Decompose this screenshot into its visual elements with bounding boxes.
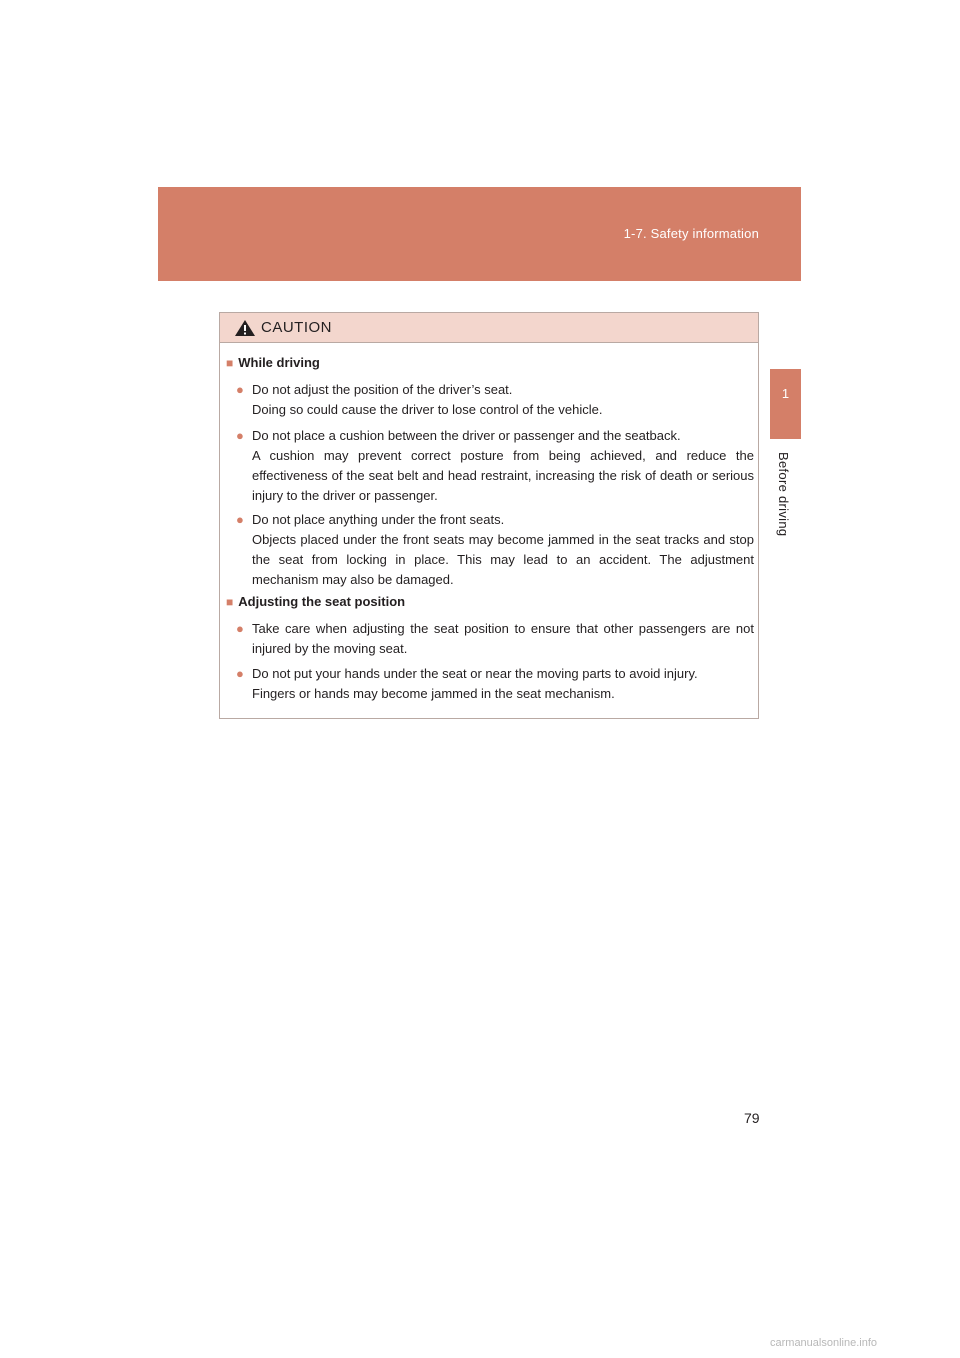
item-text — [252, 426, 754, 506]
dot-bullet-icon: ● — [236, 428, 244, 443]
section-heading-text: Adjusting the seat position — [238, 594, 406, 609]
item-line: Do not put your hands under the seat or near the moving parts to avoid injury. — [252, 666, 698, 681]
item-line: A cushion may prevent correct posture from being achieved, and reduce the effectiveness of the seat belt and head restraint, increasing the risk of death or serious injury to the driver or passenger. — [252, 448, 754, 503]
item-line: Do not place anything under the front seats. — [252, 512, 505, 527]
section-heading-text: While driving — [238, 355, 320, 370]
item-text — [252, 664, 754, 704]
chapter-label: Before driving — [776, 452, 791, 537]
dot-bullet-icon: ● — [236, 382, 244, 397]
caution-header — [220, 313, 758, 343]
item-line: Do not adjust the position of the driver’s seat. — [252, 382, 513, 397]
item-line: Take care when adjusting the seat position to ensure that other passengers are not injured by the moving seat. — [252, 621, 754, 656]
item-text — [252, 380, 754, 420]
item-line: Fingers or hands may become jammed in the seat mechanism. — [252, 686, 615, 701]
list-item — [236, 380, 754, 420]
square-bullet-icon: ■ — [226, 595, 234, 609]
chapter-tab — [770, 369, 801, 439]
dot-bullet-icon: ● — [236, 666, 244, 681]
section-title: 1-7. Safety information — [623, 226, 759, 241]
dot-bullet-icon: ● — [236, 621, 244, 636]
page-number: 79 — [744, 1110, 760, 1126]
list-item — [236, 664, 754, 704]
square-bullet-icon: ■ — [226, 356, 234, 370]
warning-triangle-icon — [234, 319, 256, 337]
list-item — [236, 619, 754, 659]
dot-bullet-icon: ● — [236, 512, 244, 527]
item-line: Objects placed under the front seats may become jammed in the seat tracks and stop the seat from locking in place. This may lead to an accident. The adjustment mechanism may also be damaged. — [252, 532, 754, 587]
watermark: carmanualsonline.info — [770, 1337, 878, 1349]
list-item — [236, 510, 754, 590]
section-heading — [226, 594, 405, 609]
item-line: Doing so could cause the driver to lose control of the vehicle. — [252, 402, 603, 417]
list-item — [236, 426, 754, 506]
item-line: Do not place a cushion between the driver or passenger and the seatback. — [252, 428, 681, 443]
header-band — [158, 187, 801, 281]
caution-title: CAUTION — [261, 319, 332, 336]
item-text — [252, 619, 754, 659]
caution-box — [219, 312, 759, 719]
section-heading — [226, 355, 320, 370]
item-text — [252, 510, 754, 590]
chapter-number: 1 — [781, 386, 790, 401]
